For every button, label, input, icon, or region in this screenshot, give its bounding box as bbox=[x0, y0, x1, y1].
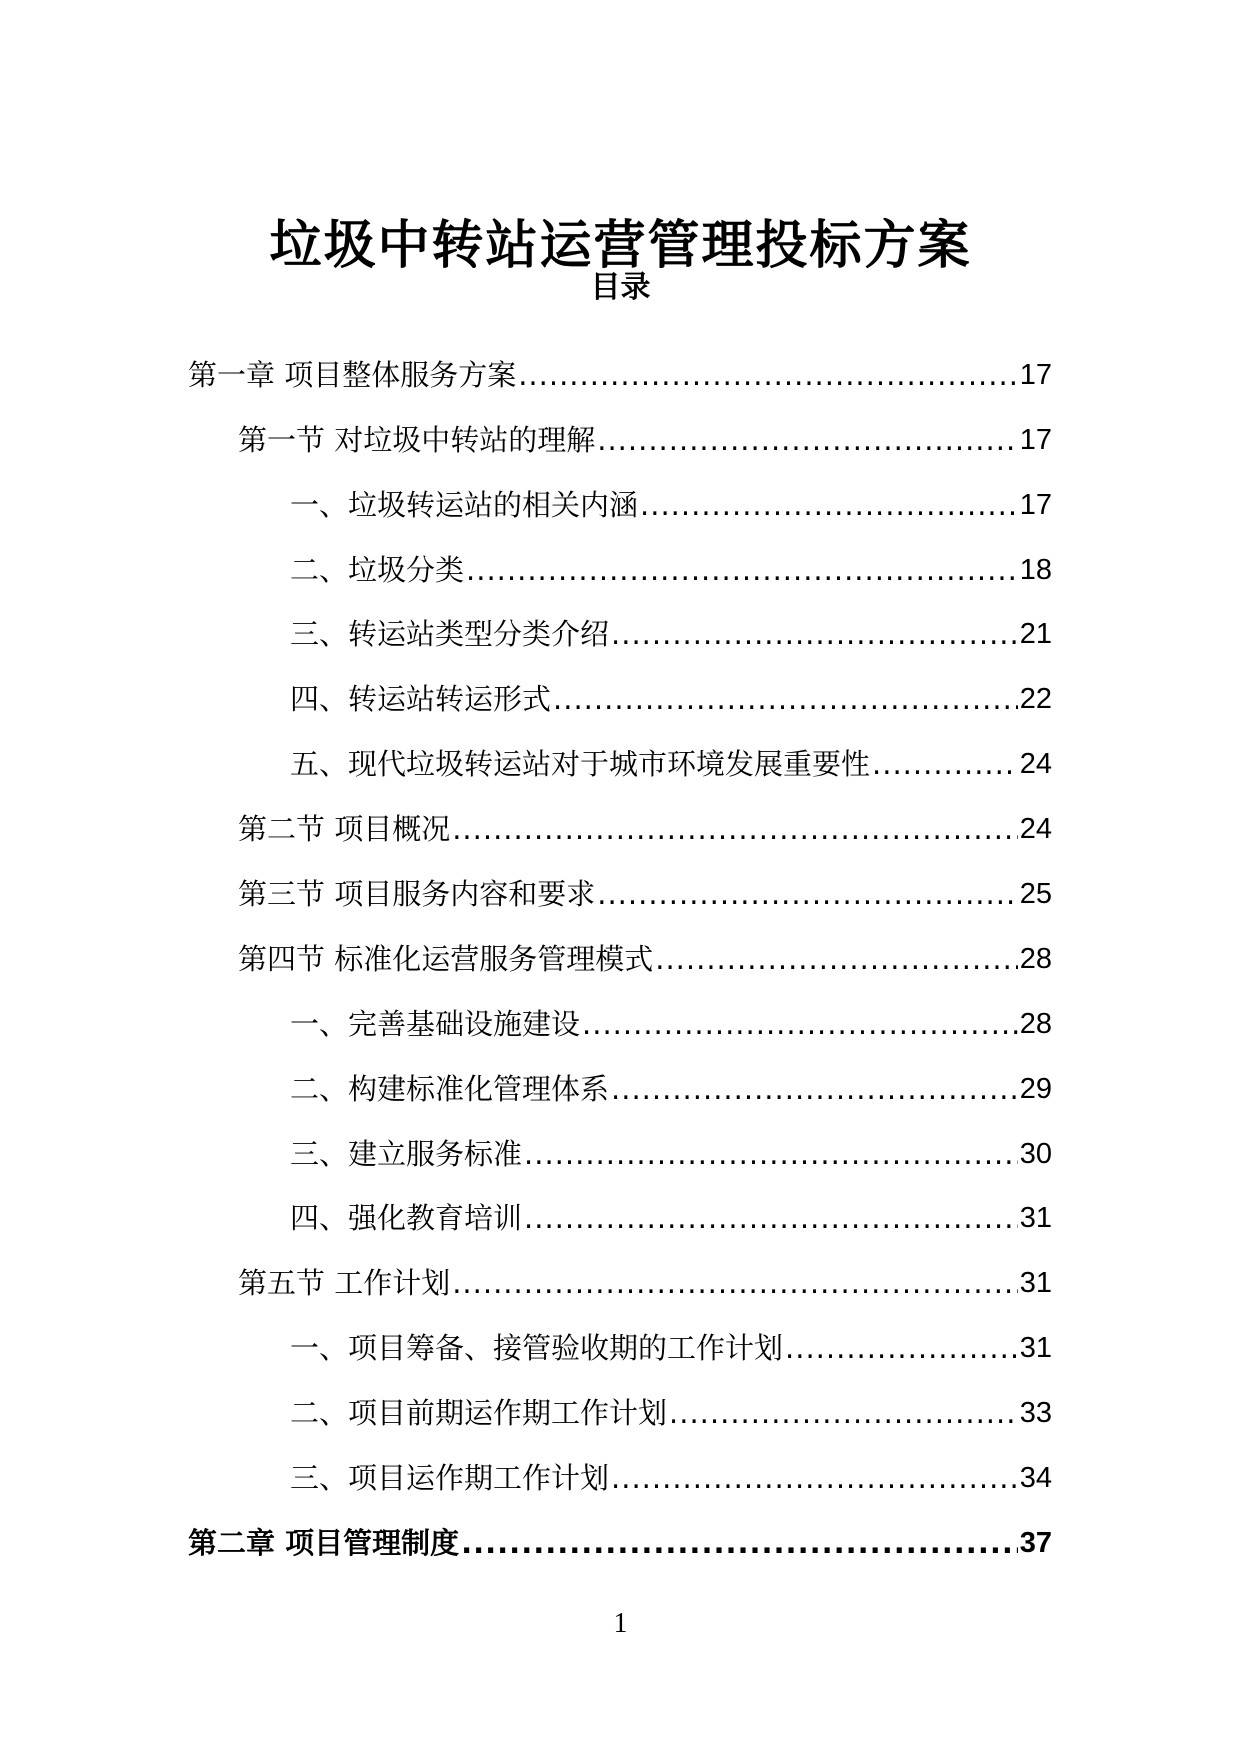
toc-entry-title: 第二章 项目管理制度 bbox=[188, 1525, 460, 1560]
toc-entry[interactable] bbox=[188, 330, 1052, 395]
toc-dot-leader bbox=[872, 744, 1018, 784]
toc-entry-title: 三、建立服务标准 bbox=[290, 1136, 523, 1171]
toc-entry-title: 第一章 项目整体服务方案 bbox=[188, 357, 517, 392]
toc-dot-leader bbox=[553, 679, 1018, 719]
toc-entry[interactable] bbox=[188, 654, 1052, 719]
toc-entry-page: 29 bbox=[1019, 1072, 1052, 1105]
table-of-contents bbox=[188, 330, 1052, 1563]
toc-entry-title: 第五节 工作计划 bbox=[238, 1266, 451, 1301]
toc-dot-leader bbox=[669, 1393, 1018, 1433]
toc-entry[interactable] bbox=[188, 1498, 1052, 1563]
toc-dot-leader bbox=[466, 550, 1018, 590]
page-number: 1 bbox=[613, 1608, 628, 1639]
toc-entry[interactable] bbox=[188, 590, 1052, 655]
toc-entry-title: 第四节 标准化运营服务管理模式 bbox=[238, 941, 654, 976]
toc-entry-title: 四、转运站转运形式 bbox=[290, 682, 552, 717]
toc-entry[interactable] bbox=[188, 914, 1052, 979]
toc-entry-page: 31 bbox=[1019, 1267, 1052, 1300]
toc-entry-page: 21 bbox=[1019, 618, 1052, 651]
toc-entry[interactable] bbox=[188, 1303, 1052, 1368]
toc-entry-page: 17 bbox=[1019, 423, 1052, 456]
toc-dot-leader bbox=[452, 1263, 1018, 1303]
toc-entry-page: 22 bbox=[1019, 683, 1052, 716]
toc-dot-leader bbox=[611, 614, 1018, 654]
toc-entry-title: 一、完善基础设施建设 bbox=[290, 1006, 581, 1041]
toc-entry-page: 33 bbox=[1019, 1397, 1052, 1430]
toc-dot-leader bbox=[524, 1134, 1018, 1174]
toc-entry[interactable] bbox=[188, 784, 1052, 849]
toc-entry-title: 三、转运站类型分类介绍 bbox=[290, 617, 610, 652]
toc-dot-leader bbox=[452, 809, 1018, 849]
toc-entry-page: 31 bbox=[1019, 1332, 1052, 1365]
toc-entry-title: 二、项目前期运作期工作计划 bbox=[290, 1396, 668, 1431]
toc-entry-page: 30 bbox=[1019, 1137, 1052, 1170]
toc-entry[interactable] bbox=[188, 719, 1052, 784]
toc-entry[interactable] bbox=[188, 460, 1052, 525]
toc-heading: 目录 bbox=[590, 270, 651, 305]
toc-dot-leader bbox=[785, 1328, 1018, 1368]
toc-entry[interactable] bbox=[188, 1368, 1052, 1433]
toc-entry[interactable] bbox=[188, 849, 1052, 914]
toc-dot-leader bbox=[524, 1198, 1018, 1238]
toc-entry-page: 37 bbox=[1019, 1526, 1052, 1559]
toc-dot-leader bbox=[640, 485, 1018, 525]
toc-entry[interactable] bbox=[188, 979, 1052, 1044]
toc-entry-title: 第三节 项目服务内容和要求 bbox=[238, 877, 596, 912]
toc-dot-leader bbox=[655, 939, 1018, 979]
toc-entry-page: 24 bbox=[1019, 748, 1052, 781]
toc-dot-leader bbox=[597, 874, 1018, 914]
toc-entry[interactable] bbox=[188, 1174, 1052, 1239]
toc-entry[interactable] bbox=[188, 1109, 1052, 1174]
toc-entry-page: 28 bbox=[1019, 942, 1052, 975]
toc-entry-page: 25 bbox=[1019, 878, 1052, 911]
toc-entry-title: 一、项目筹备、接管验收期的工作计划 bbox=[290, 1331, 784, 1366]
toc-entry-title: 一、垃圾转运站的相关内涵 bbox=[290, 487, 639, 522]
document-title: 垃圾中转站运营管理投标方案 bbox=[269, 215, 972, 276]
toc-dot-leader bbox=[461, 1523, 1018, 1563]
toc-entry-title: 二、垃圾分类 bbox=[290, 552, 465, 587]
toc-dot-leader bbox=[597, 420, 1018, 460]
toc-entry-page: 31 bbox=[1019, 1202, 1052, 1235]
toc-dot-leader bbox=[518, 355, 1018, 395]
toc-entry-title: 三、项目运作期工作计划 bbox=[290, 1461, 610, 1496]
toc-entry[interactable] bbox=[188, 1238, 1052, 1303]
toc-entry[interactable] bbox=[188, 525, 1052, 590]
toc-entry-page: 28 bbox=[1019, 1007, 1052, 1040]
toc-entry-title: 四、强化教育培训 bbox=[290, 1201, 523, 1236]
toc-entry[interactable] bbox=[188, 1433, 1052, 1498]
toc-entry-title: 第二节 项目概况 bbox=[238, 812, 451, 847]
toc-entry-page: 24 bbox=[1019, 813, 1052, 846]
toc-dot-leader bbox=[582, 1004, 1018, 1044]
toc-entry-title: 五、现代垃圾转运站对于城市环境发展重要性 bbox=[290, 747, 871, 782]
toc-entry-page: 17 bbox=[1019, 358, 1052, 391]
toc-dot-leader bbox=[611, 1458, 1018, 1498]
toc-entry-title: 第一节 对垃圾中转站的理解 bbox=[238, 422, 596, 457]
toc-entry[interactable] bbox=[188, 395, 1052, 460]
toc-dot-leader bbox=[611, 1069, 1018, 1109]
toc-entry-title: 二、构建标准化管理体系 bbox=[290, 1071, 610, 1106]
toc-entry-page: 18 bbox=[1019, 553, 1052, 586]
toc-entry[interactable] bbox=[188, 1044, 1052, 1109]
toc-entry-page: 34 bbox=[1019, 1462, 1052, 1495]
toc-entry-page: 17 bbox=[1019, 488, 1052, 521]
